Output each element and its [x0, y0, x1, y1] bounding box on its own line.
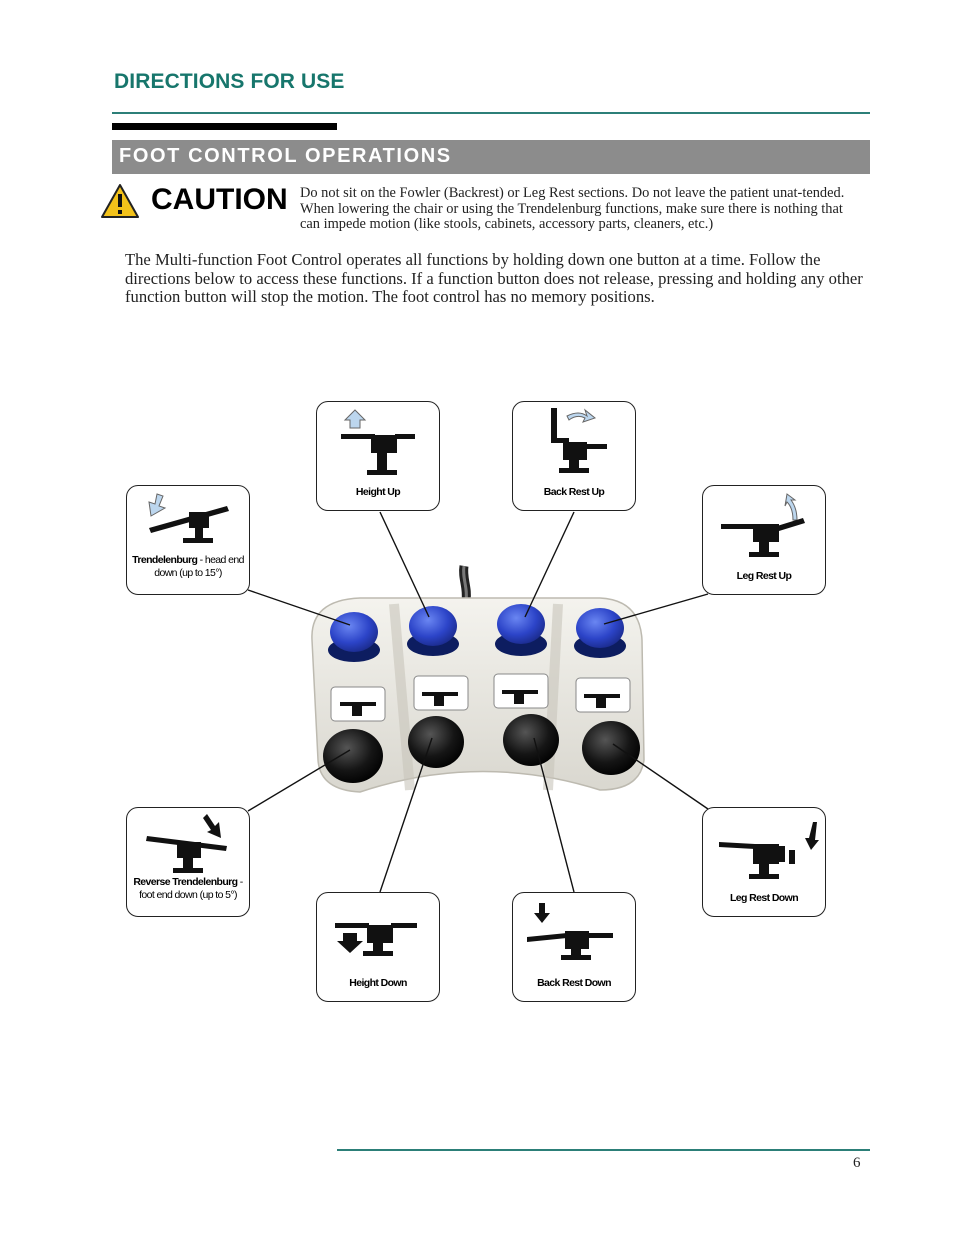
callout-trendelenburg-detail: - head end down (up to 15°): [154, 554, 244, 579]
banner-title: FOOT CONTROL OPERATIONS: [119, 145, 452, 167]
callout-reverse-trendelenburg-title: Reverse Trendelenburg: [133, 876, 238, 888]
callout-height-up-title: Height Up: [355, 486, 401, 498]
page-number: 6: [853, 1155, 861, 1171]
caution-text: Do not sit on the Fowler (Backrest) or Leg Rest sections. Do not leave the patient unat-tended. When lowering the chair or using the Trendelenburg functions, make sure there is nothing that can impede motion (like stools, cabinets, accessory parts, cleaners, etc.): [300, 185, 845, 232]
blue-button-1: [330, 612, 378, 652]
intro-paragraph: The Multi-function Foot Control operates all functions by holding down one button at a time. Follow the directions below to access these functions. If a function button does not release, pressing and holding any other function button will stop the motion. The foot control has no memory positions.: [125, 250, 863, 307]
callout-height-up: [316, 401, 440, 511]
blue-button-3: [497, 604, 545, 644]
callout-back-rest-down: [512, 892, 636, 1002]
black-button-3: [503, 714, 559, 766]
blue-button-4: [576, 608, 624, 648]
black-button-4: [582, 721, 640, 775]
black-button-2: [408, 716, 464, 768]
blue-button-2: [409, 606, 457, 646]
caution-heading: CAUTION: [151, 183, 288, 216]
callout-back-rest-up-title: Back Rest Up: [543, 486, 605, 498]
callout-leg-rest-up-title: Leg Rest Up: [736, 570, 792, 582]
callout-height-down: [316, 892, 440, 1002]
callout-leg-rest-up: [702, 485, 826, 595]
callout-back-rest-down-title: Back Rest Down: [537, 977, 611, 989]
callout-trendelenburg-title: Trendelenburg: [132, 554, 198, 566]
callout-back-rest-up: [512, 401, 636, 511]
section-title: DIRECTIONS FOR USE: [114, 70, 345, 93]
callout-reverse-trendelenburg: [126, 807, 250, 917]
callout-leg-rest-down: [702, 807, 826, 917]
black-button-1: [323, 729, 383, 783]
callout-leg-rest-down-title: Leg Rest Down: [729, 892, 799, 904]
callout-height-down-title: Height Down: [349, 977, 407, 989]
callout-reverse-trendelenburg-detail: - foot end down (up to 5°): [139, 876, 243, 901]
callout-trendelenburg: [126, 485, 250, 595]
footer-rule: [337, 1149, 870, 1151]
